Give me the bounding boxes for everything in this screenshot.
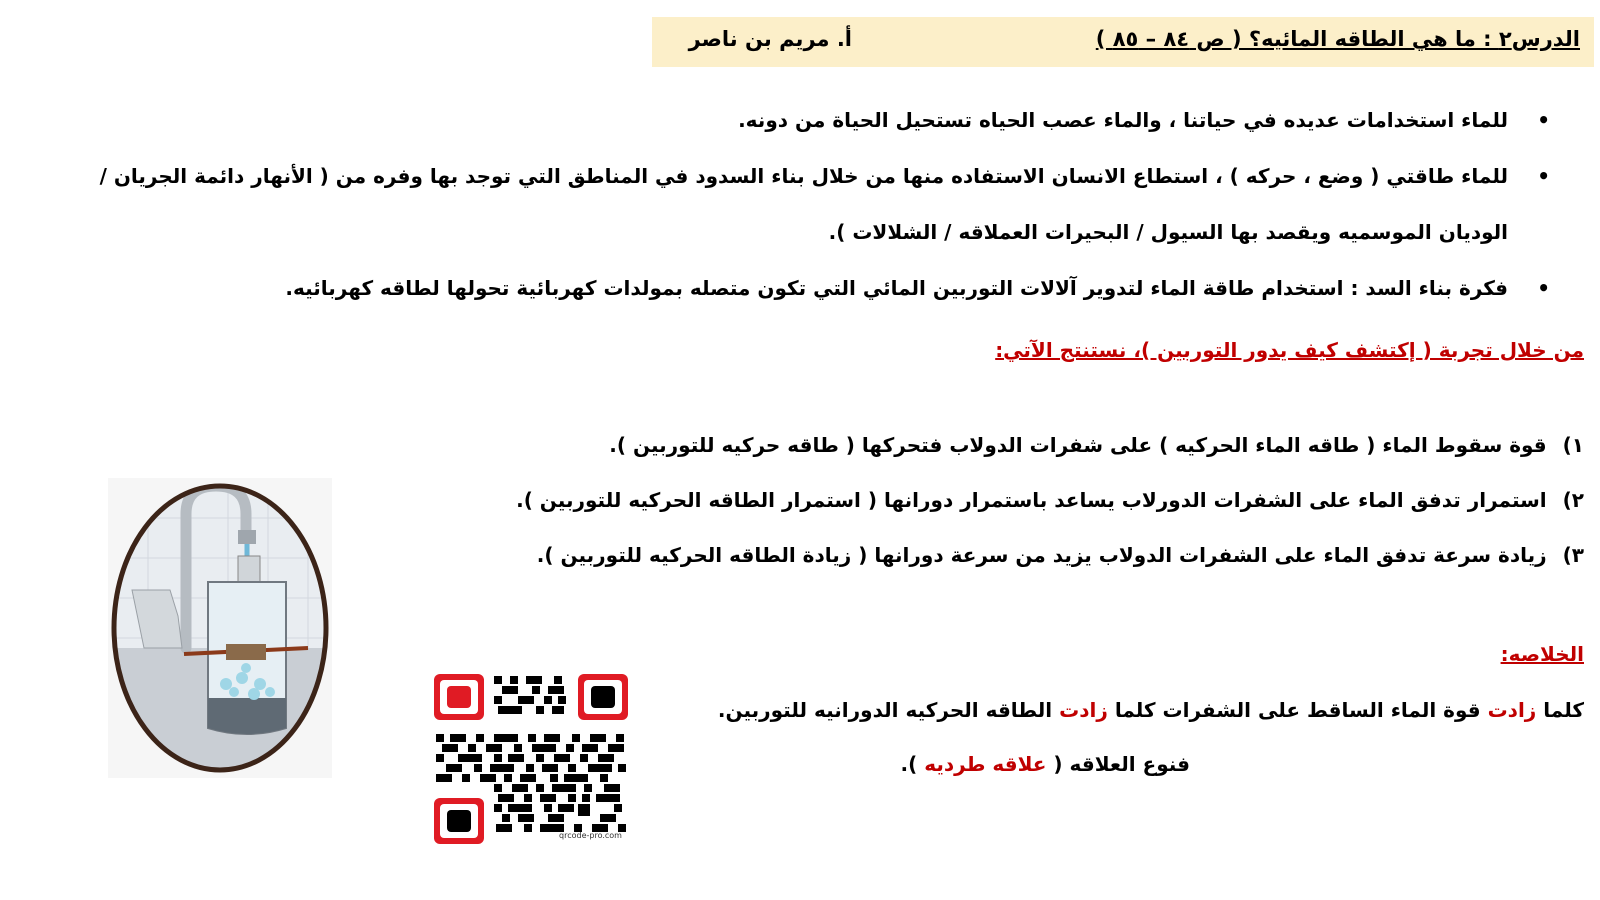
conclusion-item	[384, 418, 1584, 473]
bullet-item: • فكرة بناء السد : استخدام طاقة الماء لتدوير آلالات التوربين المائي التي تكون متصله بمولدات كهربائية تحولها لطاقه كهربائيه.	[84, 260, 1554, 316]
conclusion-text: قوة سقوط الماء ( طاقه الماء الحركيه ) على شفرات الدولاب فتحركها ( طاقه حركيه للتوربين ).	[609, 433, 1547, 457]
intro-bullet-list	[84, 92, 1554, 316]
conclusion-text: زيادة سرعة تدفق الماء على الشفرات الدولاب يزيد من سرعة دورانها ( زيادة الطاقه الحركيه للتوربين ).	[536, 543, 1547, 567]
lesson-header	[652, 17, 1594, 67]
conclusion-item	[384, 473, 1584, 528]
conclusion-number: ٣)	[1562, 543, 1584, 567]
summary-text: كلما	[1536, 698, 1584, 722]
qr-code-icon	[432, 672, 630, 846]
conclusion-number: ٢)	[1562, 488, 1584, 512]
summary-highlight: زادت	[1487, 698, 1537, 722]
summary-text: الطاقه الحركيه الدورانيه للتوربين.	[717, 698, 1060, 722]
conclusion-list	[384, 418, 1584, 583]
conclusion-number: ١)	[1562, 433, 1584, 457]
qr-caption: qrcode-pro.com	[559, 831, 622, 840]
bullet-item: • للماء استخدامات عديده في حياتنا ، والماء عصب الحياه تستحيل الحياة من دونه.	[84, 92, 1554, 148]
summary-sentence	[718, 698, 1584, 722]
summary-text: قوة الماء الساقط على الشفرات كلما	[1107, 698, 1488, 722]
experiment-heading: من خلال تجربة ( إكتشف كيف يدور التوربين )، نستنتج الآتي:	[995, 338, 1584, 362]
summary-highlight: زادت	[1059, 698, 1108, 722]
relation-prefix: فنوع العلاقه (	[1046, 752, 1190, 776]
conclusion-item	[384, 528, 1584, 583]
relation-suffix: ).	[900, 752, 925, 776]
relation-line	[901, 752, 1190, 776]
summary-heading: الخلاصه:	[1500, 642, 1584, 666]
water-turbine-bottle-illustration	[108, 478, 332, 778]
relation-type: علاقه طرديه	[924, 752, 1047, 776]
bullet-item: • للماء طاقتي ( وضع ، حركه ) ، استطاع الانسان الاستفاده منها من خلال بناء السدود في المناطق التي توجد بها وفره من ( الأنهار دائمة الجريان / الوديان الموسميه ويقصد بها السيول / البحيرات العملاقه / الشلالات ).	[84, 148, 1554, 260]
conclusion-text: استمرار تدفق الماء على الشفرات الدورلاب يساعد باستمرار دورانها ( استمرار الطاقه الحركيه للتوربين ).	[516, 488, 1547, 512]
teacher-name: أ. مريم بن ناصر	[688, 27, 852, 51]
lesson-title: الدرس٢ : ما هي الطاقه المائيه؟ ( ص ٨٤ – ٨٥ )	[1095, 27, 1580, 51]
